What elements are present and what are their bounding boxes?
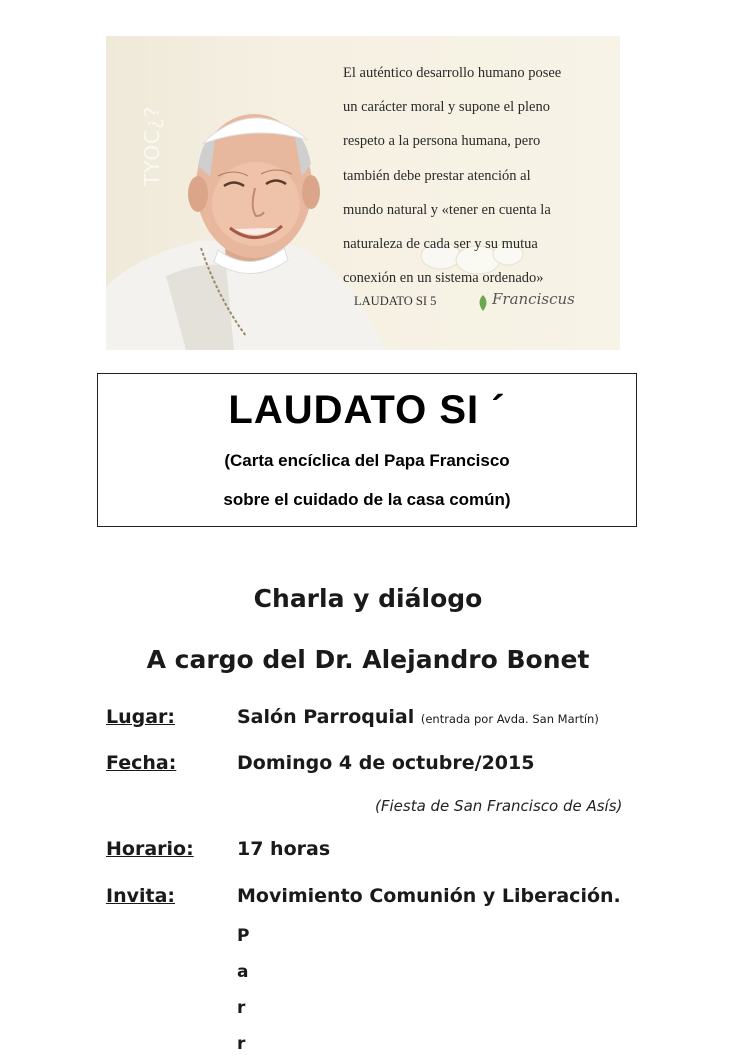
quote-reference: LAUDATO SI 5: [354, 294, 437, 308]
lugar-note: (entrada por Avda. San Martín): [420, 712, 599, 726]
invita-value: Movimiento Comunión y Liberación.: [237, 885, 621, 907]
lugar-label: Lugar:: [106, 706, 176, 728]
header-image: [106, 36, 620, 350]
horario-label: Horario:: [106, 838, 194, 860]
quote-line: mundo natural y «tener en cuenta la: [343, 201, 551, 218]
leaf-icon: [476, 294, 490, 312]
vertical-letter: a: [237, 962, 249, 982]
quote-line: un carácter moral y supone el pleno: [343, 99, 550, 116]
watermark-text: TYOC¿?: [140, 105, 164, 186]
invita-label: Invita:: [106, 885, 175, 907]
talk-heading: Charla y diálogo: [253, 584, 483, 613]
horario-value: 17 horas: [237, 838, 331, 860]
quote-line: también debe prestar atención al: [343, 167, 531, 184]
quote-line: respeto a la persona humana, pero: [343, 133, 541, 150]
signature: Franciscus: [492, 290, 575, 308]
vertical-letter: r: [237, 998, 246, 1018]
quote-line: naturaleza de cada ser y su mutua: [343, 236, 538, 253]
vertical-text: [237, 918, 257, 1062]
lugar-text: Salón Parroquial: [237, 706, 415, 728]
quote-line: El auténtico desarrollo humano posee: [343, 65, 562, 81]
subtitle-line: sobre el cuidado de la casa común): [223, 490, 511, 509]
fecha-value: Domingo 4 de octubre/2015: [237, 752, 535, 774]
vertical-letter: P: [237, 926, 250, 946]
lugar-value: [237, 706, 599, 728]
quote-line: conexión en un sistema ordenado»: [343, 270, 544, 287]
fecha-label: Fecha:: [106, 752, 177, 774]
quote-text: [343, 56, 613, 295]
speaker-heading: A cargo del Dr. Alejandro Bonet: [146, 645, 590, 674]
vertical-letter: r: [237, 1034, 246, 1054]
fecha-note: (Fiesta de San Francisco de Asís): [375, 797, 623, 815]
title-box: [97, 373, 637, 527]
subtitle-line: (Carta encíclica del Papa Francisco: [224, 451, 510, 470]
document-title: LAUDATO SI ´: [228, 388, 506, 432]
